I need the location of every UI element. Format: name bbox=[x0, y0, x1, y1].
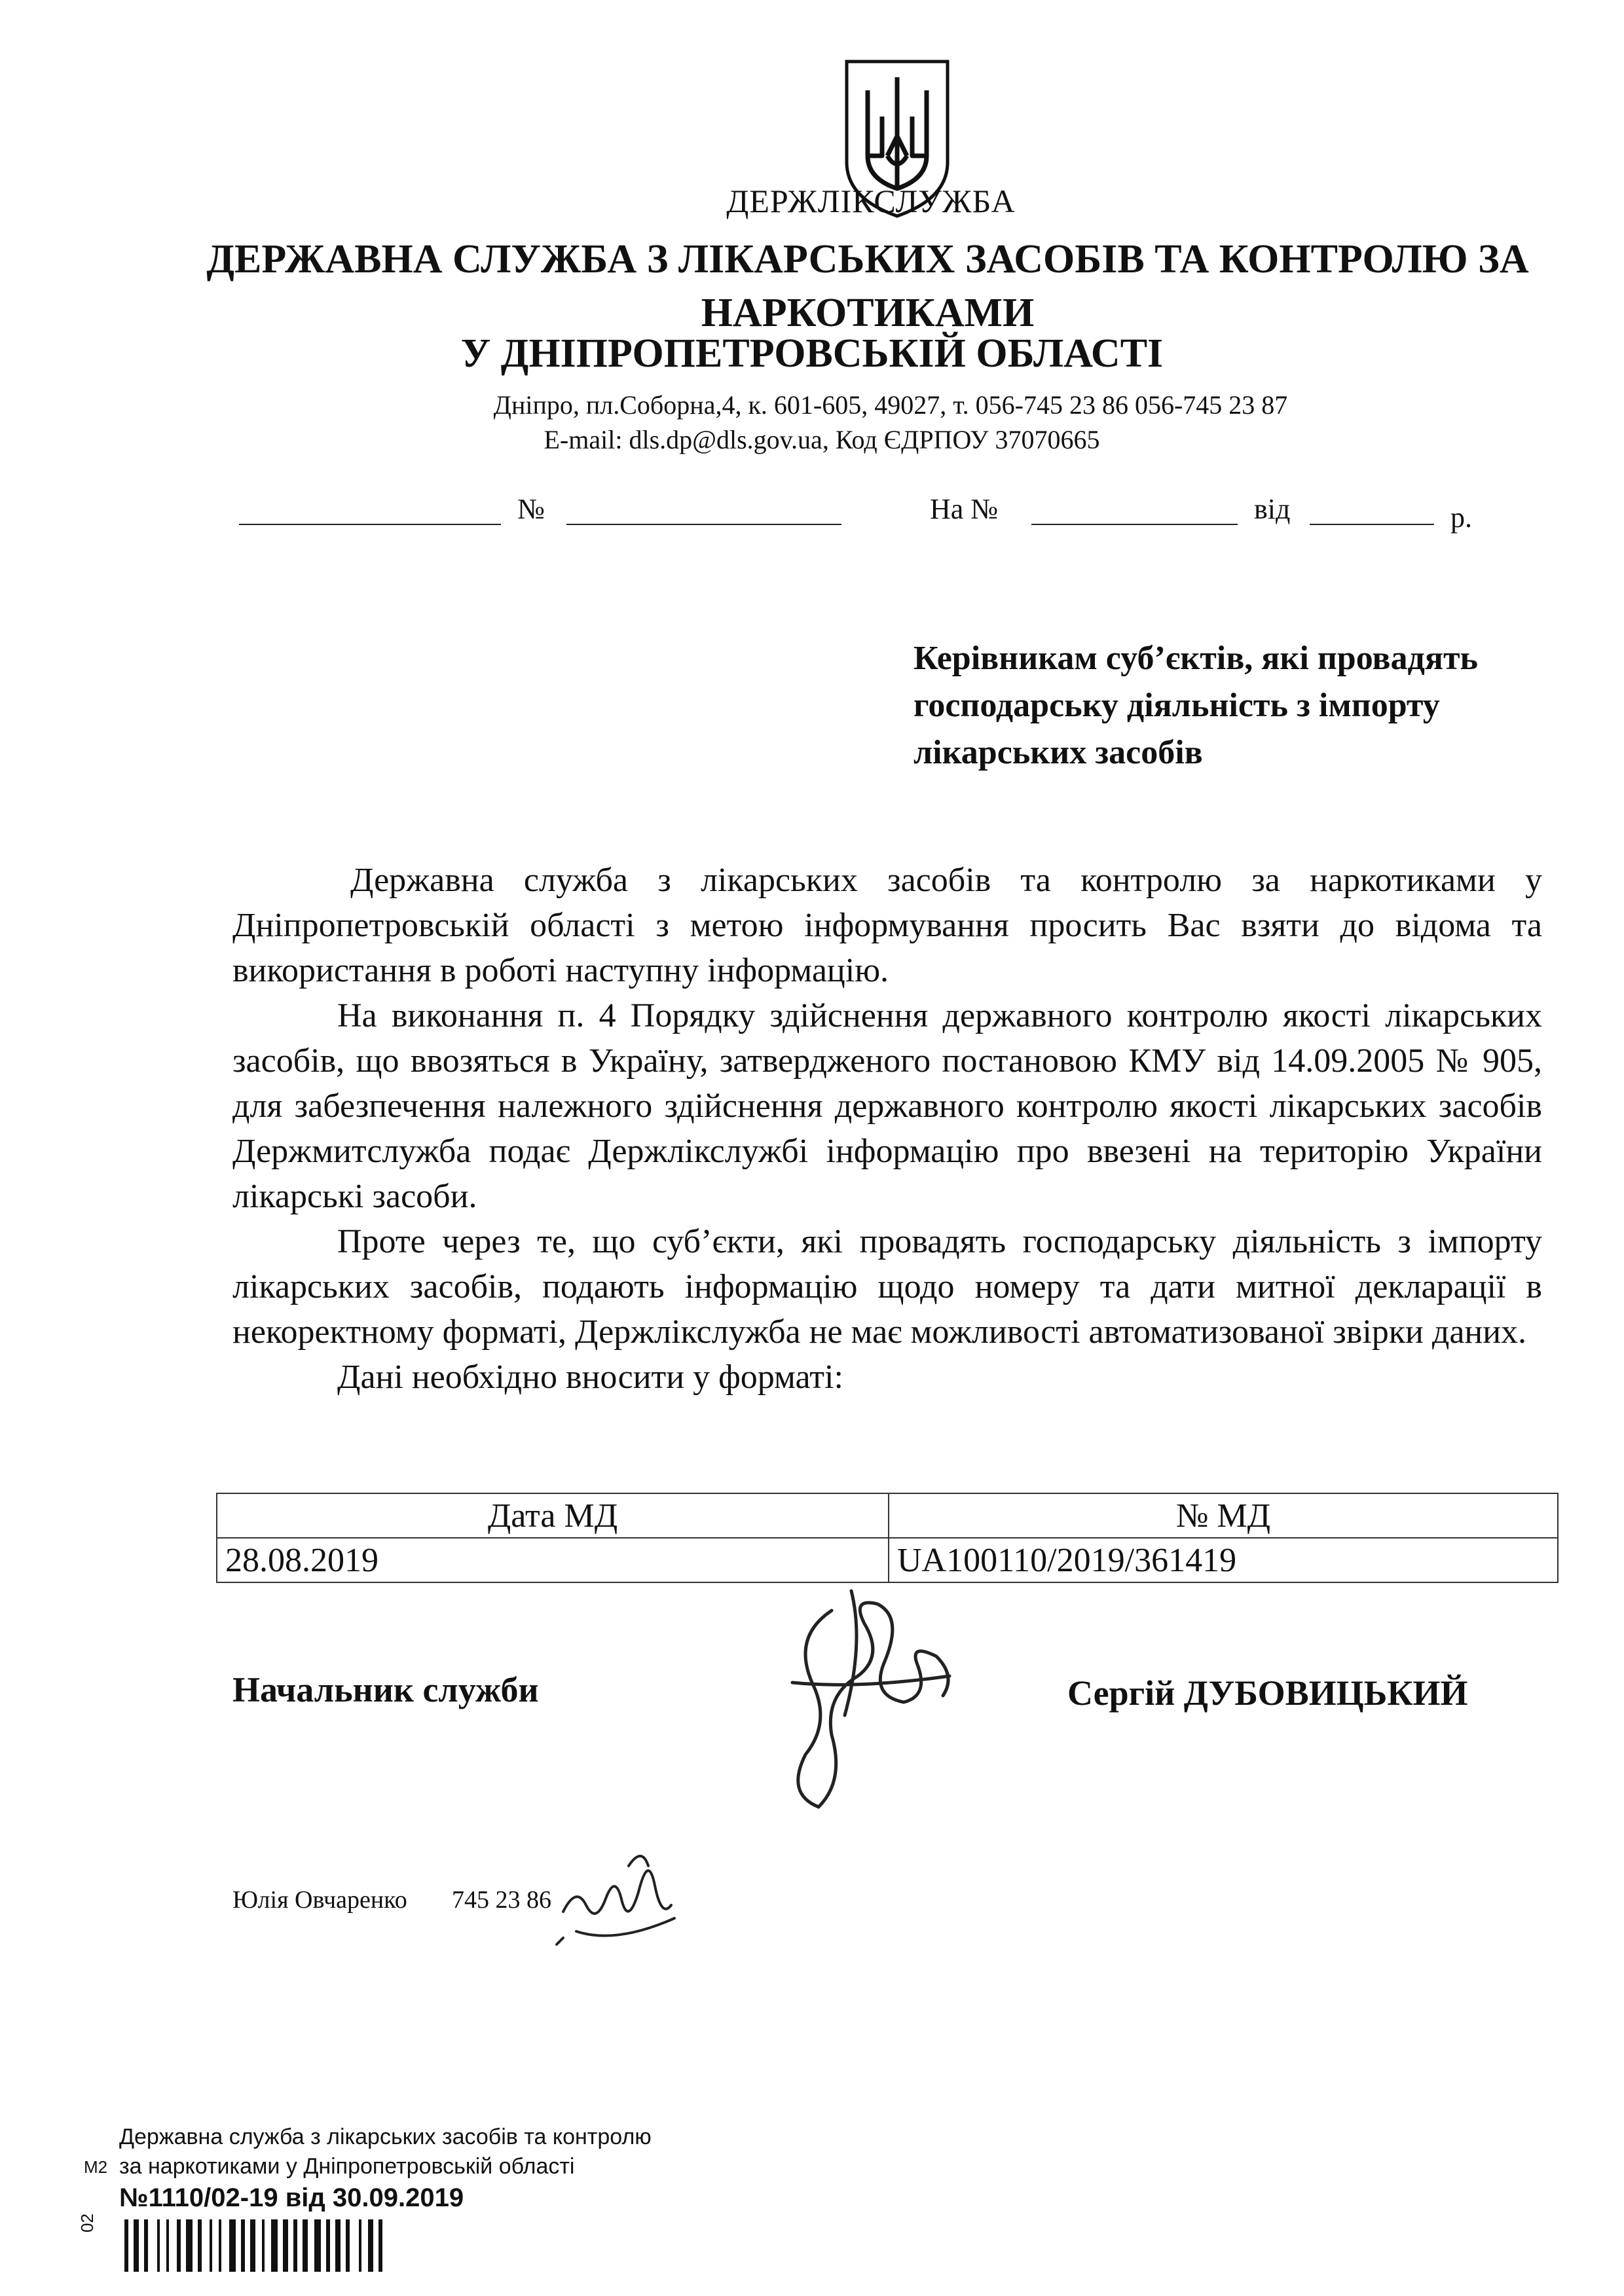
agency-email: E-mail: dls.dp@dls.gov.ua, Код ЄДРПОУ 37070665 bbox=[544, 425, 1100, 454]
stamp-side-code: 02 bbox=[77, 2214, 97, 2232]
registration-number: №1110/02-19 від 30.09.2019 bbox=[119, 2183, 464, 2212]
table-header: Дата МД bbox=[217, 1493, 889, 1538]
barcode-icon bbox=[124, 2219, 491, 2272]
body-paragraph: Державна служба з лікарських засобів та контролю за наркотиками у Дніпропетровській області з метою інформування просить Вас взяти до відома та використання в роботі наступну інформацію. bbox=[232, 862, 1542, 989]
body-paragraph: Дані необхідно вносити у форматі: bbox=[337, 1358, 843, 1396]
declaration-format-table bbox=[216, 1493, 1559, 1583]
reply-to-label: На № bbox=[930, 493, 999, 525]
signer-name: Сергій ДУБОВИЦЬКИЙ bbox=[1067, 1673, 1468, 1713]
from-label: від bbox=[1254, 493, 1291, 525]
number-sign: № bbox=[517, 493, 545, 525]
agency-region: У ДНІПРОПЕТРОВСЬКІЙ ОБЛАСТІ bbox=[460, 331, 1164, 376]
year-suffix: р. bbox=[1450, 501, 1472, 534]
body-paragraph: На виконання п. 4 Порядку здійснення державного контролю якості лікарських засобів, що ввозяться в Україну, затвердженого постановою КМУ від 14.09.2005 № 905, для забезпечення належного здійснення державного контролю якості лікарських засобів Держмитслужба подає Держлікслужбі інформацію про ввезені на територію України лікарські засоби. bbox=[232, 997, 1542, 1215]
table-cell: UA100110/2019/361419 bbox=[889, 1538, 1558, 1582]
table-cell: 28.08.2019 bbox=[217, 1538, 889, 1582]
executor-signature bbox=[550, 1840, 681, 1958]
agency-address: Дніпро, пл.Соборна,4, к. 601-605, 49027, т. 056-745 23 86 056-745 23 87 bbox=[493, 390, 1288, 420]
signer-title: Начальник служби bbox=[232, 1670, 539, 1709]
stamp-region-line: за наркотиками у Дніпропетровській області bbox=[119, 2154, 575, 2179]
outgoing-number-blank bbox=[566, 524, 841, 525]
stamp-code: M2 bbox=[84, 2157, 108, 2177]
reply-date-blank bbox=[1310, 524, 1434, 525]
table-header-row bbox=[217, 1493, 1558, 1538]
executor-name: Юлія Овчаренко bbox=[232, 1886, 407, 1914]
outgoing-date-blank bbox=[239, 524, 501, 525]
handwritten-signature bbox=[753, 1584, 969, 1820]
addressee: Керівникам суб’єктів, які провадять господарську діяльність з імпорту лікарських засобів bbox=[913, 640, 1478, 771]
stamp-agency-line: Державна служба з лікарських засобів та контролю bbox=[119, 2124, 652, 2149]
reply-number-blank bbox=[1031, 524, 1238, 525]
agency-short-name: ДЕРЖЛІКСЛУЖБА bbox=[726, 183, 1016, 219]
table-row bbox=[217, 1538, 1558, 1582]
agency-full-name: ДЕРЖАВНА СЛУЖБА З ЛІКАРСЬКИХ ЗАСОБІВ ТА КОНТРОЛЮ ЗА НАРКОТИКАМИ bbox=[206, 237, 1529, 335]
table-header: № МД bbox=[889, 1493, 1558, 1538]
body-paragraph: Проте через те, що суб’єкти, які провадять господарську діяльність з імпорту лікарських засобів, подають інформацію щодо номеру та дати митної декларації в некоректному форматі, Держлікслужба не має можливості автоматизованої звірки даних. bbox=[232, 1223, 1542, 1351]
letter-body bbox=[232, 858, 1542, 1400]
executor-phone: 745 23 86 bbox=[452, 1886, 551, 1914]
